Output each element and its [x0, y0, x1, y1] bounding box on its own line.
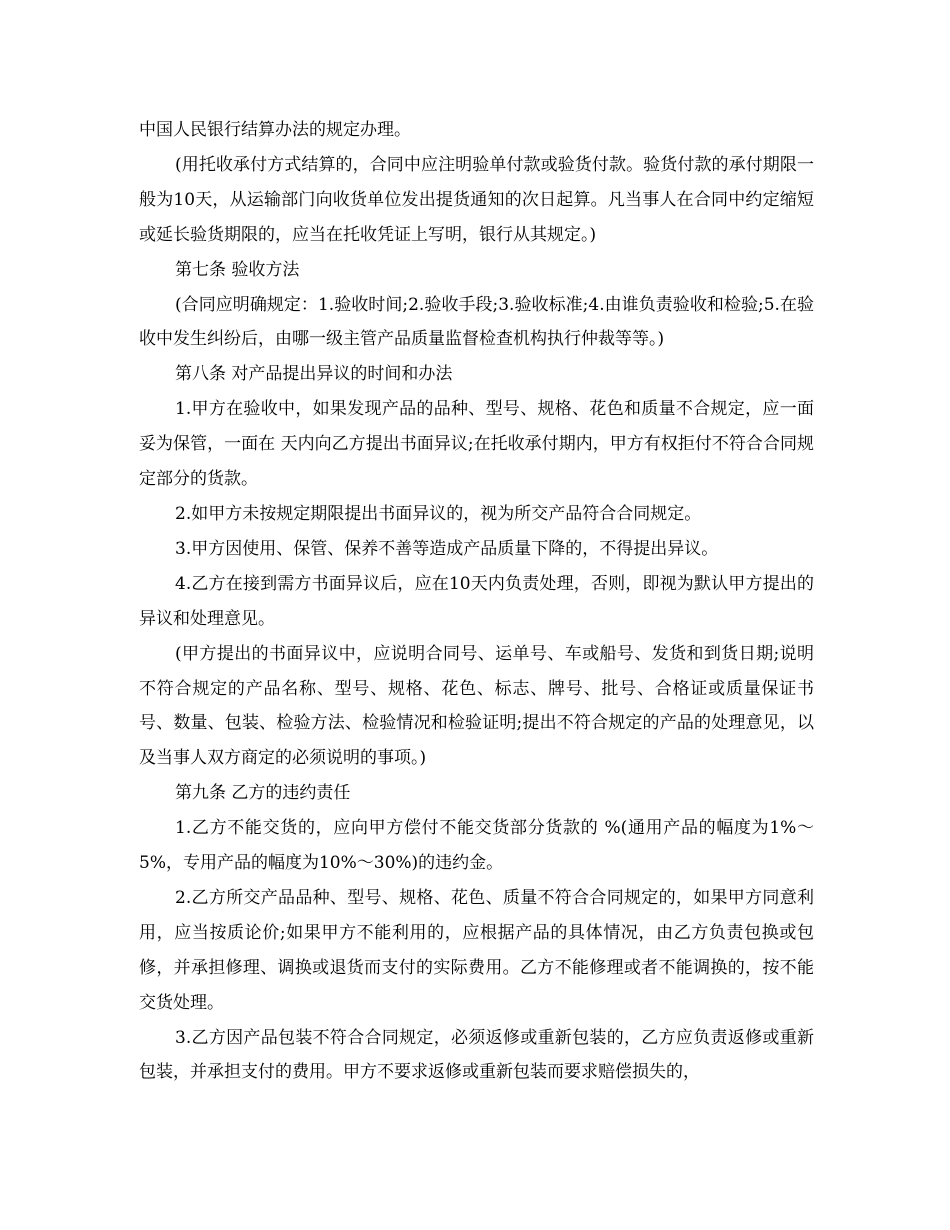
article-9-heading: 第九条 乙方的违约责任	[175, 783, 351, 804]
paragraph-continuation: 中国人民银行结算办法的规定办理。	[139, 120, 411, 140]
article-8-item-1: 1.甲方在验收中，如果发现产品的品种、型号、规格、花色和质量不合规定，应一面妥为保管，一面在 天内向乙方提出书面异议;在托收承付期内，甲方有权拒付不符合合同规定部分的货款。	[139, 399, 814, 490]
article-8-item-2: 2.如甲方未按规定期限提出书面异议的，视为所交产品符合合同规定。	[175, 503, 702, 524]
paragraph-inspection-note: (合同应明确规定：1.验收时间;2.验收手段;3.验收标准;4.由谁负责验收和检验;5.在验收中发生纠纷后，由哪一级主管产品质量监督检查机构执行仲裁等等。)	[139, 294, 814, 350]
article-8-heading: 第八条 对产品提出异议的时间和办法	[175, 364, 453, 385]
document-body	[139, 113, 814, 1090]
article-8-item-4: 4.乙方在接到需方书面异议后，应在10天内负责处理，否则，即视为默认甲方提出的异议和处理意见。	[139, 573, 814, 629]
article-9-item-1: 1.乙方不能交货的，应向甲方偿付不能交货部分货款的 %(通用产品的幅度为1%～5%，专用产品的幅度为10%～30%)的违约金。	[139, 818, 814, 874]
paragraph-payment-note: (用托收承付方式结算的，合同中应注明验单付款或验货付款。验货付款的承付期限一般为10天，从运输部门向收货单位发出提货通知的次日起算。凡当事人在合同中约定缩短或延长验货期限的，应当在托收凭证上写明，银行从其规定。)	[139, 154, 814, 245]
article-9-item-3: 3.乙方因产品包装不符合合同规定，必须返修或重新包装的，乙方应负责返修或重新包装，并承担支付的费用。甲方不要求返修或重新包装而要求赔偿损失的，	[139, 1027, 814, 1083]
paragraph-objection-note: (甲方提出的书面异议中，应说明合同号、运单号、车或船号、发货和到货日期;说明不符合规定的产品名称、型号、规格、花色、标志、牌号、批号、合格证或质量保证书号、数量、包装、检验方法、检验情况和检验证明;提出不符合规定的产品的处理意见，以及当事人双方商定的必须说明的事项。)	[139, 643, 814, 769]
article-7-heading: 第七条 验收方法	[175, 259, 300, 280]
article-8-item-3: 3.甲方因使用、保管、保养不善等造成产品质量下降的，不得提出异议。	[175, 538, 719, 559]
article-9-item-2: 2.乙方所交产品品种、型号、规格、花色、质量不符合合同规定的，如果甲方同意利用，应当按质论价;如果甲方不能利用的，应根据产品的具体情况，由乙方负责包换或包修，并承担修理、调换或退货而支付的实际费用。乙方不能修理或者不能调换的，按不能交货处理。	[139, 887, 814, 1013]
